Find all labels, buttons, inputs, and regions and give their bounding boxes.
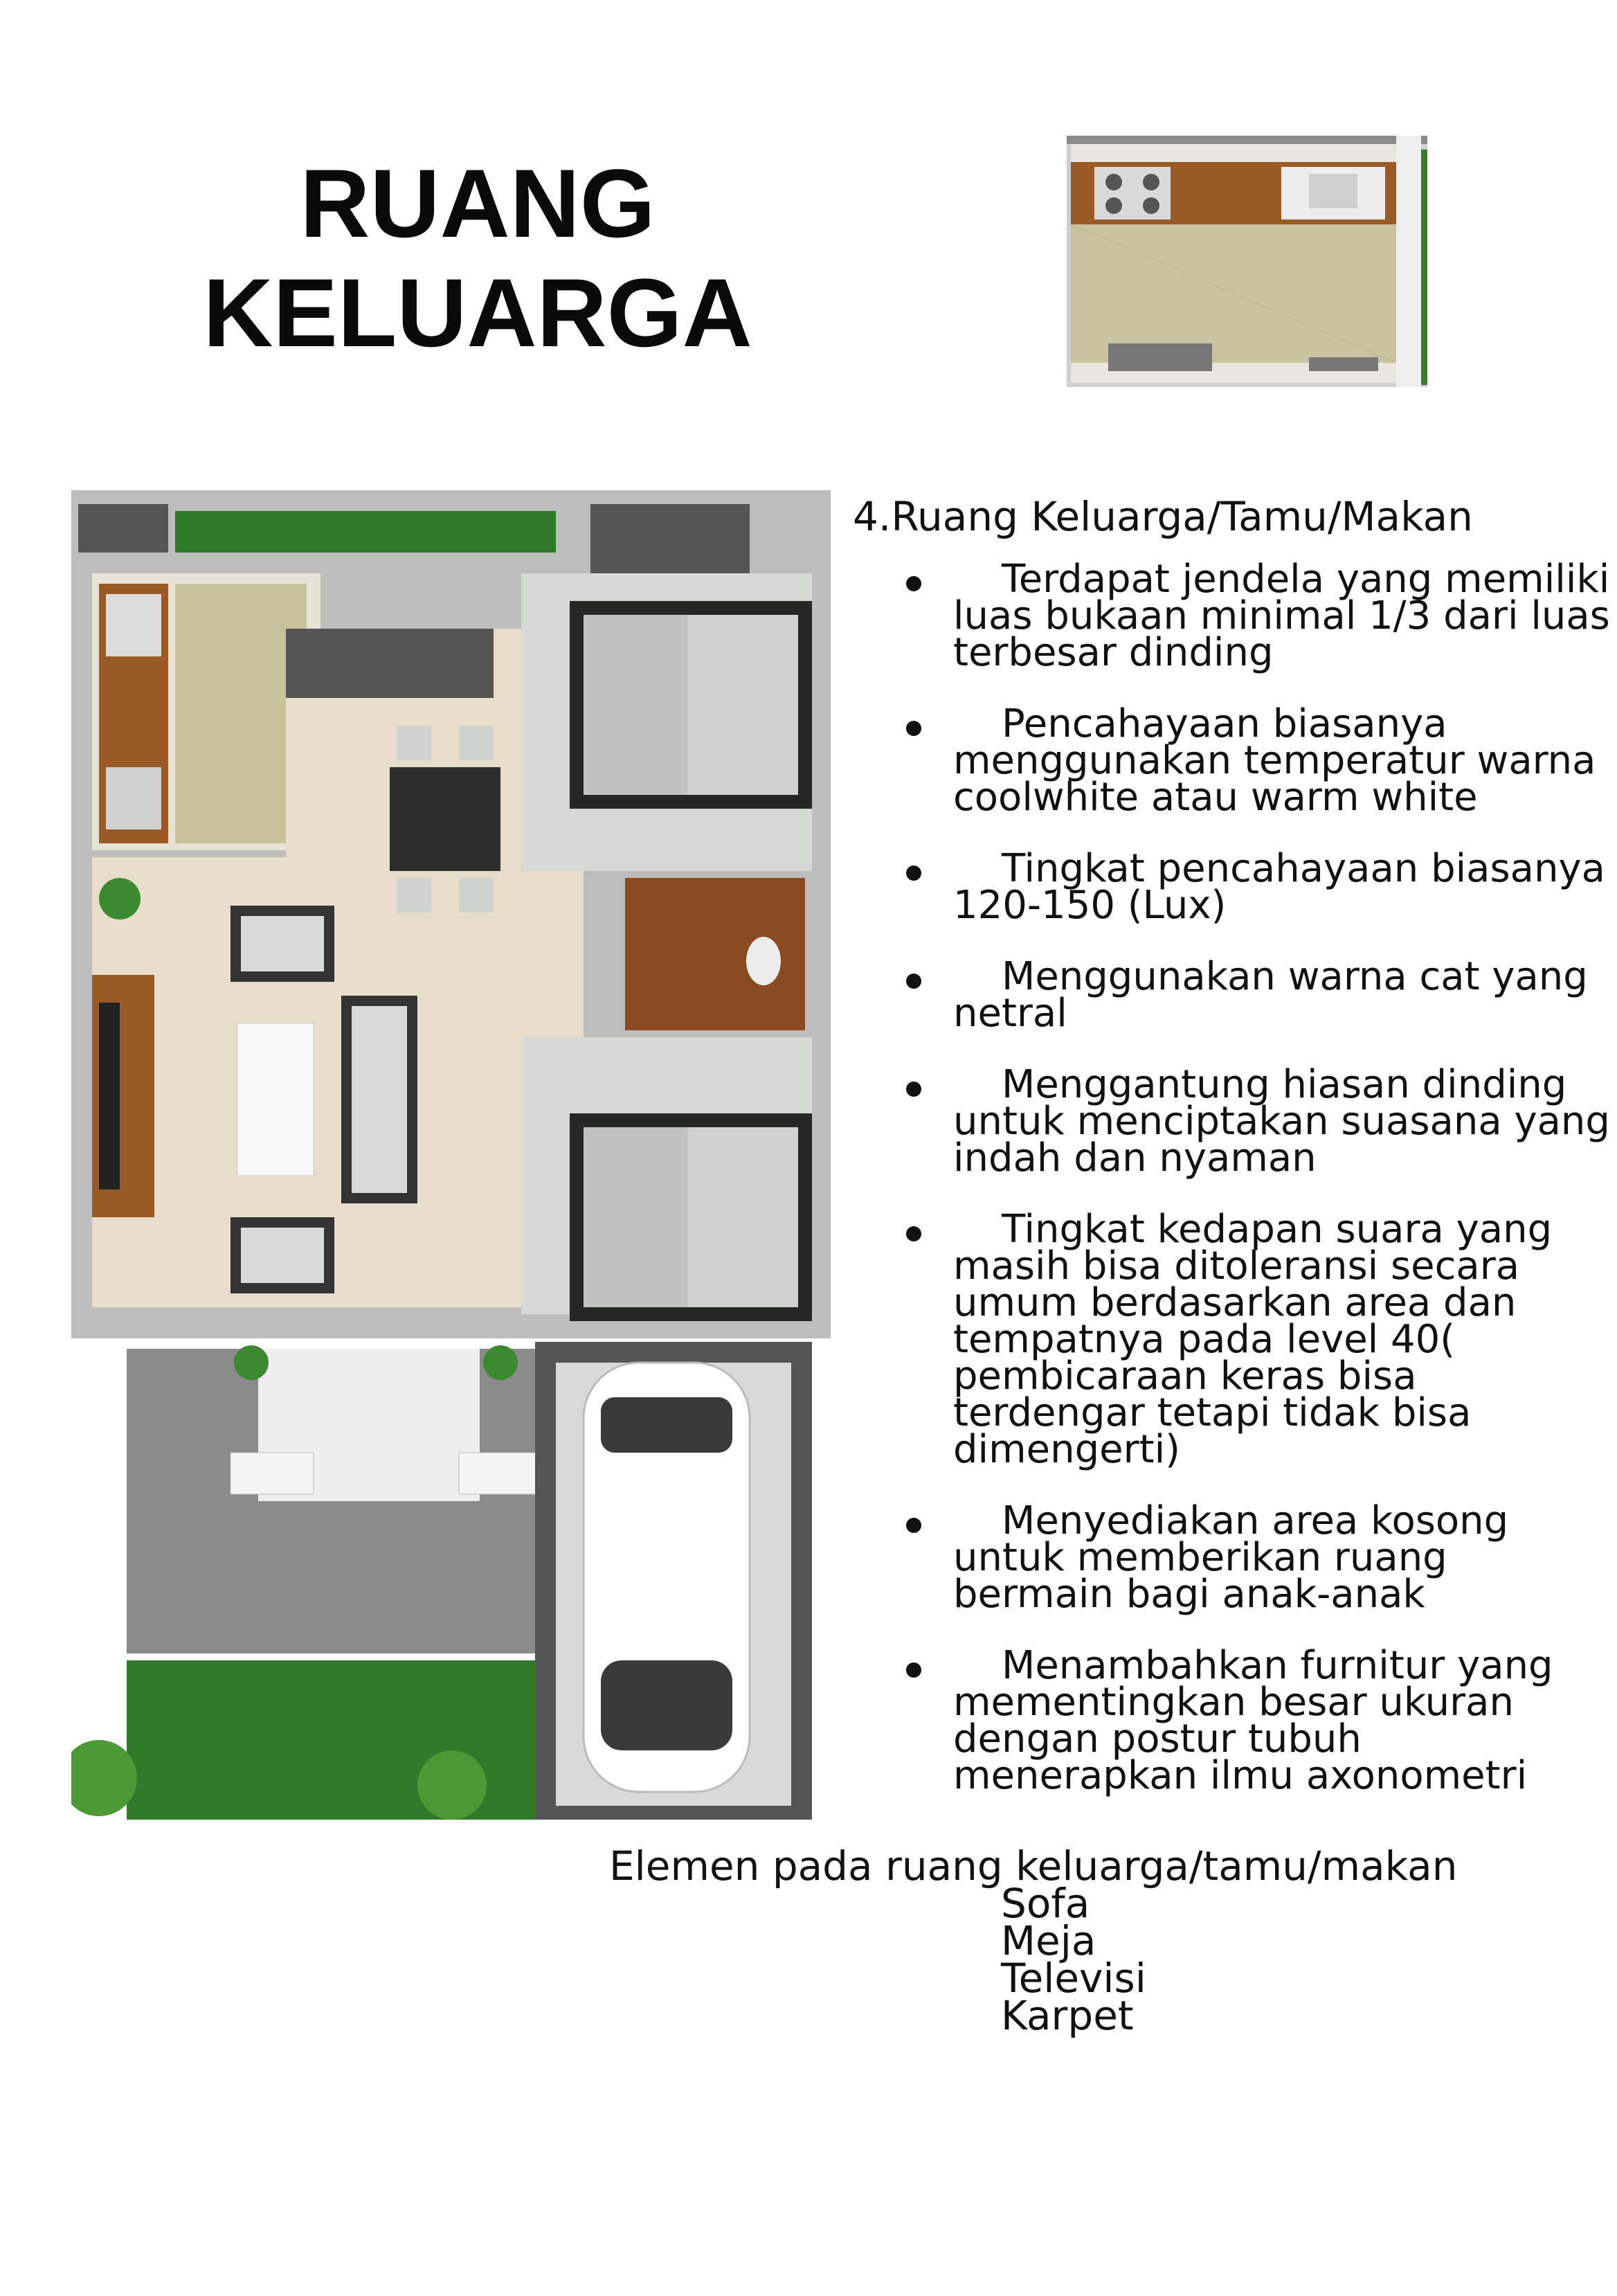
page-title — [166, 149, 789, 368]
feature-item: Tingkat kedapan suara yang masih bisa ditoleransi secara umum berdasarkan area dan tempatnya pada level 40( pembicaraan keras bisa terdengar tetapi tidak bisa dimengerti) — [900, 1211, 1613, 1468]
feature-item: Tingkat pencahayaan biasanya 120-150 (Lux) — [900, 850, 1613, 924]
feature-item: Menambahkan furnitur yang mementingkan besar ukuran dengan postur tubuh menerapkan ilmu axonometri — [900, 1647, 1613, 1794]
element-item: Meja — [1001, 1917, 1096, 1964]
feature-item: Pencahayaan biasanya menggunakan temperatur warna coolwhite atau warm white — [900, 706, 1613, 816]
feature-item: Menggunakan warna cat yang netral — [900, 958, 1613, 1032]
element-item: Karpet — [1001, 1992, 1134, 2039]
element-item: Televisi — [1001, 1955, 1146, 2002]
element-item: Sofa — [1001, 1880, 1090, 1927]
elements-list — [1001, 1880, 1146, 2039]
title-line-1: RUANG — [300, 149, 656, 258]
kitchen-thumbnail-image — [1067, 136, 1427, 387]
floor-plan-image — [71, 490, 831, 1838]
feature-list — [900, 557, 1613, 1829]
section-heading: 4.Ruang Keluarga/Tamu/Makan — [853, 493, 1473, 540]
feature-item: Terdapat jendela yang memiliki luas bukaan minimal 1/3 dari luas terbesar dinding — [900, 561, 1613, 671]
feature-item: Menyediakan area kosong untuk memberikan ruang bermain bagi anak-anak — [900, 1503, 1613, 1613]
elements-label: Elemen pada ruang keluarga/tamu/makan — [609, 1842, 1458, 1890]
title-line-2: KELUARGA — [203, 258, 752, 367]
feature-item: Menggantung hiasan dinding untuk menciptakan suasana yang indah dan nyaman — [900, 1066, 1613, 1176]
